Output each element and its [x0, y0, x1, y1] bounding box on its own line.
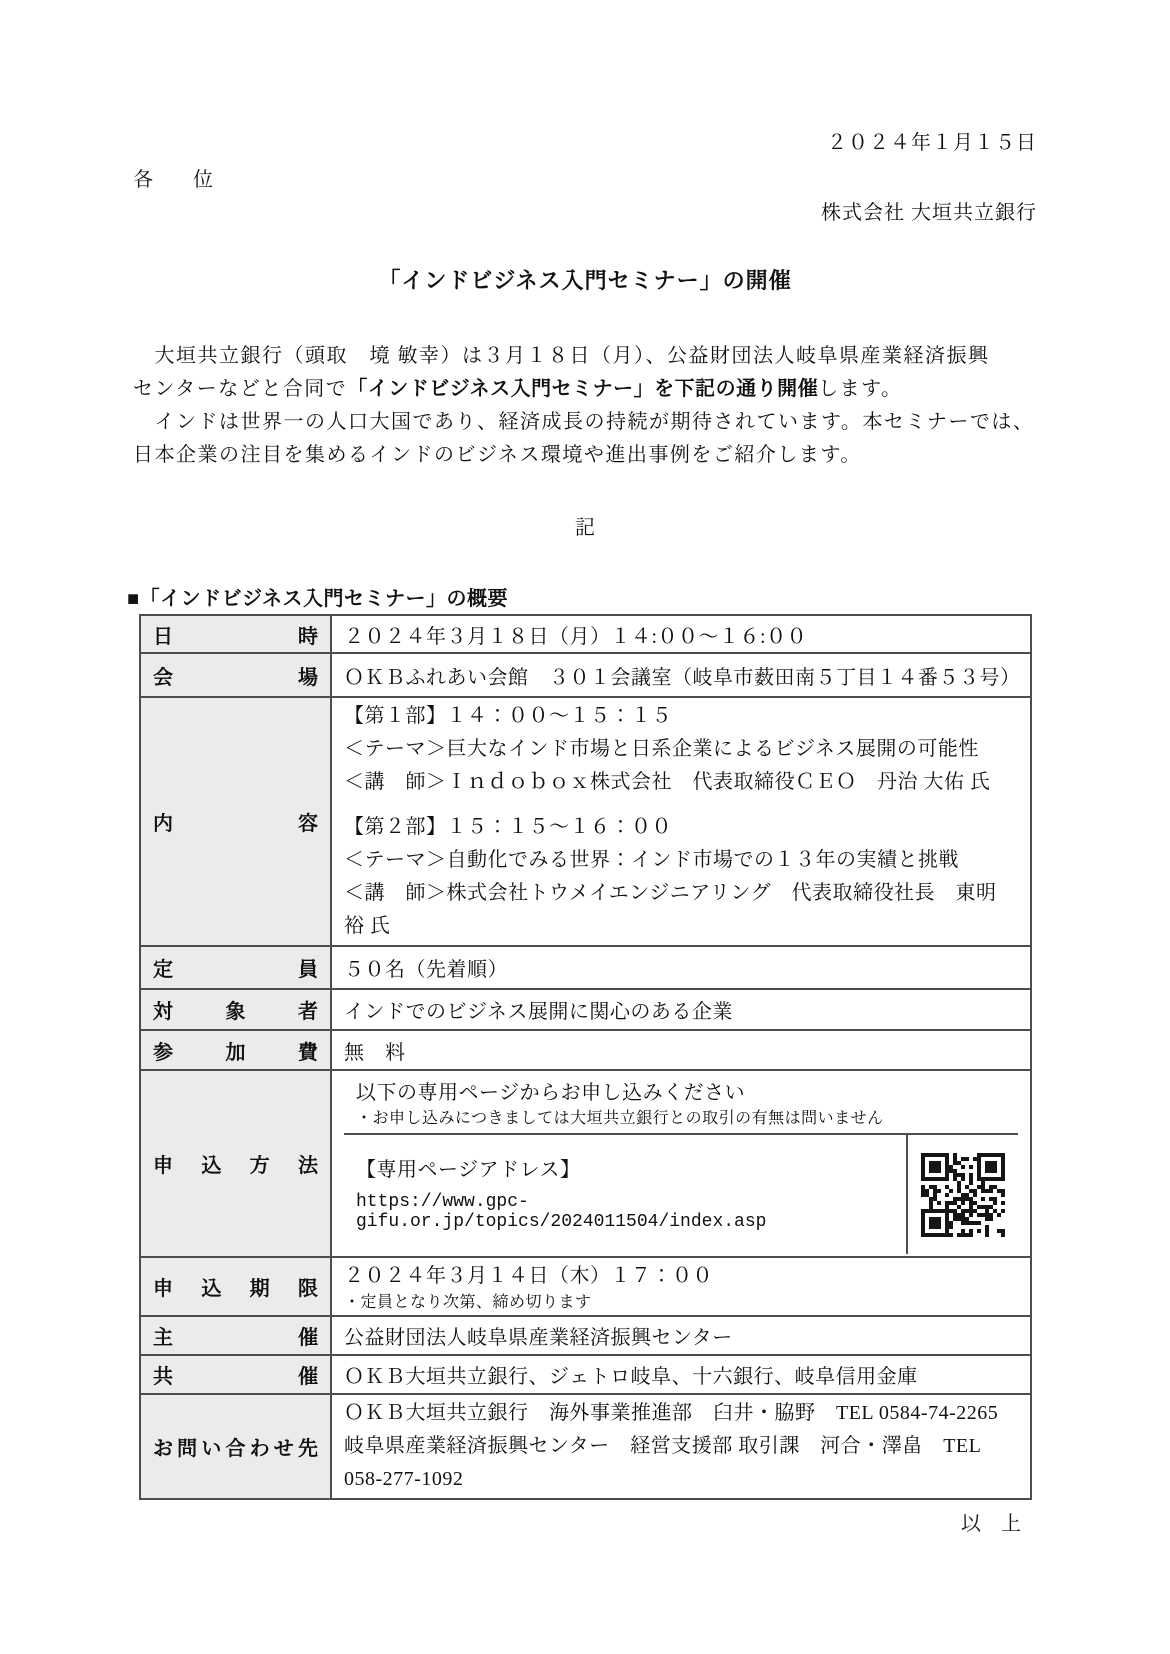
row-label-contents: 内 容: [153, 813, 318, 835]
row-label-apply-method: 申 込 方 法: [153, 1155, 318, 1177]
capacity-value: ５０名（先着順）: [331, 946, 1031, 989]
table-row-capacity: [140, 946, 1031, 989]
part1-header: 【第１部】１４：００～１５：１５: [344, 705, 672, 727]
row-label-datetime: 日 時: [153, 625, 318, 648]
qr-area: [906, 1135, 1018, 1254]
apply-url-section: [344, 1135, 1018, 1254]
paragraph-1-line-2: センターなどと合同で: [133, 378, 348, 400]
paragraph-1-line-1: 大垣共立銀行（頭取 境 敏幸）は３月１８日（月）、公益財団法人岐阜県産業経済振興: [133, 345, 990, 367]
part2-speaker: ＜講 師＞株式会社トウメイエンジニアリング 代表取締役社長 東明 裕 氏: [344, 882, 997, 937]
table-row-coorganizer: [140, 1355, 1031, 1394]
apply-instructions: [344, 1073, 1018, 1135]
overview-heading: ■「インドビジネス入門セミナー」の概要: [127, 588, 508, 610]
table-row-contact: [140, 1394, 1031, 1499]
url-title: 【専用ページアドレス】: [356, 1159, 581, 1181]
row-label-deadline: 申 込 期 限: [153, 1278, 318, 1300]
organizer-value: 公益財団法人岐阜県産業経済振興センター: [331, 1316, 1031, 1355]
venue-value: ＯＫＢふれあい会館 ３０１会議室（岐阜市薮田南５丁目１４番５３号）: [331, 653, 1031, 697]
contact-value: [331, 1394, 1031, 1499]
paragraph-1: 大垣共立銀行（頭取 境 敏幸）は３月１８日（月）、公益財団法人岐阜県産業経済振興 センターなどと合同で「インドビジネス入門セミナー」を下記の通り開催します。: [133, 345, 990, 400]
table-row-deadline: [140, 1257, 1031, 1316]
contact-line-1: ＯＫＢ大垣共立銀行 海外事業推進部 臼井・脇野 TEL 0584-74-2265: [344, 1402, 999, 1424]
part2-theme: ＜テーマ＞自動化でみる世界：インド市場での１３年の実績と挑戦: [344, 849, 959, 871]
table-row-venue: [140, 653, 1031, 697]
addressee: 各 位: [133, 169, 213, 191]
paragraph-2-line-2: 日本企業の注目を集めるインドのビジネス環境や進出事例をご紹介します。: [133, 444, 862, 466]
company-name: 株式会社 大垣共立銀行: [821, 202, 1037, 224]
record-marker: 記: [575, 517, 595, 539]
row-label-venue: 会 場: [153, 666, 318, 689]
row-label-target: 対 象 者: [153, 1001, 318, 1023]
target-value: インドでのビジネス展開に関心のある企業: [331, 989, 1031, 1030]
apply-line: 以下の専用ページからお申し込みください: [356, 1082, 746, 1104]
table-row-fee: [140, 1030, 1031, 1070]
apply-method-value: [331, 1070, 1031, 1257]
paragraph-2: [133, 406, 1037, 472]
table-row-contents: [140, 697, 1031, 946]
deadline-value: [331, 1257, 1031, 1316]
table-row-organizer: [140, 1316, 1031, 1355]
apply-url: https://www.gpc-gifu.or.jp/topics/2024011504/index.asp: [356, 1192, 767, 1232]
document-date: ２０２４年１月１５日: [827, 132, 1037, 154]
row-label-coorganizer: 共 催: [153, 1366, 318, 1388]
datetime-value: ２０２４年３月１８日（月）１４:００～１６:００: [331, 615, 1031, 653]
coorganizer-value: ＯＫＢ大垣共立銀行、ジェトロ岐阜、十六銀行、岐阜信用金庫: [331, 1355, 1031, 1394]
row-label-organizer: 主 催: [153, 1327, 318, 1349]
closing-marker: 以 上: [961, 1513, 1021, 1535]
contact-line-2: 岐阜県産業経済振興センター 経営支援部 取引課 河合・澤畠 TEL 058-277-1092: [344, 1435, 981, 1490]
part2-header: 【第２部】１５：１５～１６：００: [344, 816, 672, 838]
contents-value: [331, 697, 1031, 946]
apply-url-area: [344, 1135, 906, 1254]
body-paragraphs: [133, 340, 1037, 472]
part1-speaker: ＜講 師＞Ｉｎｄｏｂｏｘ株式会社 代表取締役ＣＥＯ 丹治 大佑 氏: [344, 771, 991, 793]
qr-code-icon: [921, 1153, 1005, 1237]
table-row-target: [140, 989, 1031, 1030]
row-label-fee: 参 加 費: [153, 1041, 318, 1064]
fee-value: 無 料: [331, 1030, 1031, 1070]
document-title: 「インドビジネス入門セミナー」の開催: [378, 268, 792, 293]
deadline-note: ・定員となり次第、締め切ります: [344, 1294, 592, 1311]
table-row-datetime: [140, 615, 1031, 653]
part1-theme: ＜テーマ＞巨大なインド市場と日系企業によるビジネス展開の可能性: [344, 738, 979, 760]
deadline-date: ２０２４年３月１４日（木）１７：００: [344, 1265, 713, 1287]
table-row-apply-method: [140, 1070, 1031, 1257]
apply-note: ・お申し込みにつきましては大垣共立銀行との取引の有無は問いません: [356, 1110, 884, 1127]
seminar-name-emphasis: 「インドビジネス入門セミナー」を下記の通り開催: [347, 378, 819, 400]
paragraph-2-line-1: インドは世界一の人口大国であり、経済成長の持続が期待されています。本セミナーでは、: [133, 411, 1035, 433]
row-label-capacity: 定 員: [153, 959, 318, 981]
seminar-overview-table: [139, 614, 1032, 1500]
row-label-contact: お 問 い 合 わ せ 先: [153, 1438, 318, 1460]
